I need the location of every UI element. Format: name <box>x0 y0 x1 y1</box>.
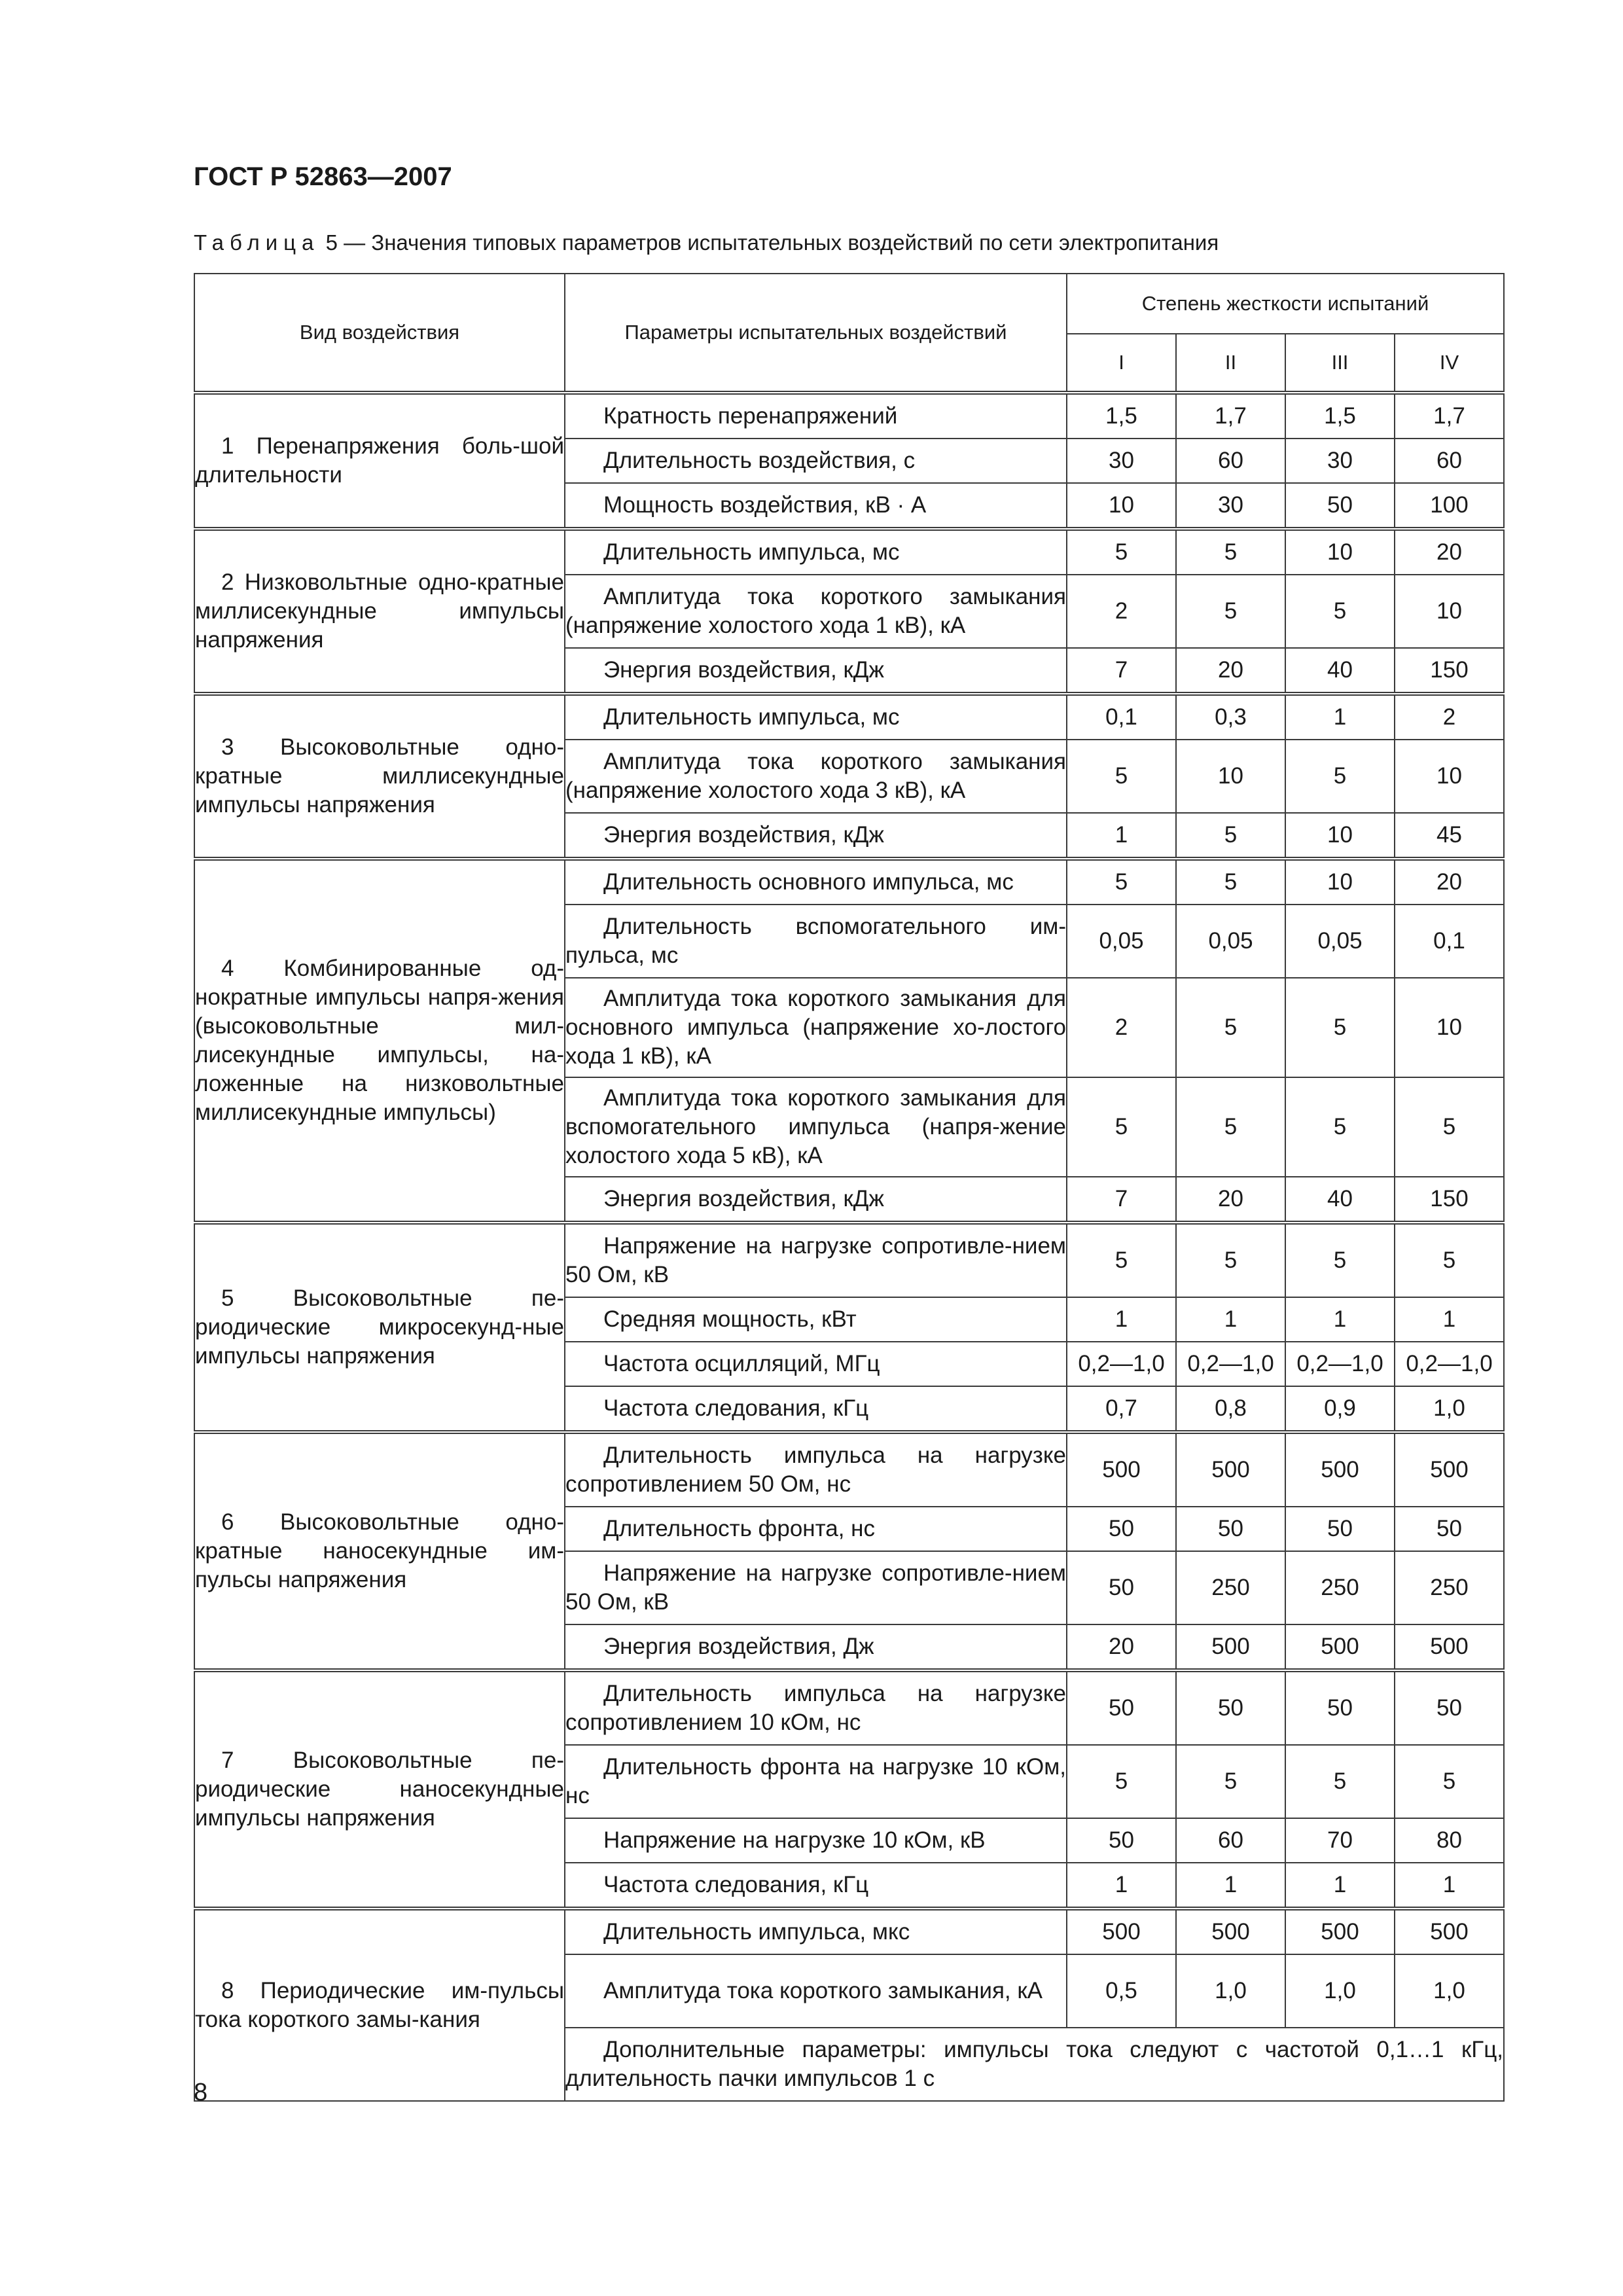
severity-value-2: 0,2—1,0 <box>1176 1342 1285 1386</box>
severity-value-2: 5 <box>1176 1223 1285 1297</box>
table-row <box>194 393 1504 439</box>
severity-value-1: 5 <box>1067 859 1176 905</box>
severity-value-2: 250 <box>1176 1551 1285 1624</box>
severity-value-1: 50 <box>1067 1507 1176 1551</box>
parameter-name: Энергия воздействия, кДж <box>565 648 1067 694</box>
severity-value-3: 50 <box>1285 1507 1395 1551</box>
severity-value-4: 10 <box>1395 575 1504 648</box>
parameter-name: Длительность импульса, мкс <box>565 1909 1067 1954</box>
severity-value-1: 2 <box>1067 575 1176 648</box>
severity-value-4: 50 <box>1395 1507 1504 1551</box>
table-caption-label: Таблица <box>194 230 320 255</box>
severity-value-2: 5 <box>1176 575 1285 648</box>
parameter-name: Напряжение на нагрузке сопротивле-нием 50 Ом, кВ <box>565 1551 1067 1624</box>
severity-value-3: 1,5 <box>1285 393 1395 439</box>
severity-value-3: 0,05 <box>1285 905 1395 978</box>
impact-group-title: 5 Высоковольтные пе-риодические микросекунд-ные импульсы напряжения <box>194 1223 565 1432</box>
header-severity: Степень жесткости испытаний <box>1067 274 1504 334</box>
severity-value-4: 1 <box>1395 1863 1504 1909</box>
severity-value-3: 40 <box>1285 648 1395 694</box>
table-body <box>194 393 1504 2101</box>
severity-value-4: 5 <box>1395 1745 1504 1818</box>
severity-value-1: 5 <box>1067 1077 1176 1177</box>
severity-value-2: 500 <box>1176 1624 1285 1670</box>
severity-value-3: 40 <box>1285 1177 1395 1223</box>
parameter-name: Длительность воздействия, с <box>565 439 1067 483</box>
impact-group-title: 2 Низковольтные одно-кратные миллисекундные импульсы напряжения <box>194 529 565 694</box>
severity-value-2: 5 <box>1176 1745 1285 1818</box>
severity-value-1: 500 <box>1067 1909 1176 1954</box>
severity-value-3: 5 <box>1285 978 1395 1077</box>
severity-value-3: 5 <box>1285 1745 1395 1818</box>
severity-value-1: 30 <box>1067 439 1176 483</box>
parameter-name: Длительность импульса на нагрузке сопротивлением 10 кОм, нс <box>565 1670 1067 1745</box>
header-level-2: II <box>1176 334 1285 393</box>
parameter-name: Энергия воздействия, кДж <box>565 813 1067 859</box>
severity-value-2: 5 <box>1176 978 1285 1077</box>
severity-value-4: 80 <box>1395 1818 1504 1863</box>
severity-value-1: 50 <box>1067 1818 1176 1863</box>
severity-value-3: 500 <box>1285 1624 1395 1670</box>
severity-value-1: 20 <box>1067 1624 1176 1670</box>
parameter-name: Энергия воздействия, кДж <box>565 1177 1067 1223</box>
severity-value-3: 5 <box>1285 1077 1395 1177</box>
severity-value-2: 50 <box>1176 1507 1285 1551</box>
parameter-name: Энергия воздействия, Дж <box>565 1624 1067 1670</box>
parameter-name: Средняя мощность, кВт <box>565 1297 1067 1342</box>
impact-group-title: 3 Высоковольтные одно-кратные миллисекундные импульсы напряжения <box>194 694 565 859</box>
header-parameters: Параметры испытательных воздействий <box>565 274 1067 393</box>
table-row <box>194 1670 1504 1745</box>
additional-parameters-note: Дополнительные параметры: импульсы тока следуют с частотой 0,1…1 кГц, длительность пачки импульсов 1 с <box>565 2028 1504 2101</box>
parameter-name: Длительность основного импульса, мс <box>565 859 1067 905</box>
parameter-name: Кратность перенапряжений <box>565 393 1067 439</box>
severity-value-3: 10 <box>1285 813 1395 859</box>
severity-value-4: 60 <box>1395 439 1504 483</box>
parameter-name: Частота следования, кГц <box>565 1863 1067 1909</box>
parameter-name: Напряжение на нагрузке 10 кОм, кВ <box>565 1818 1067 1863</box>
severity-value-2: 5 <box>1176 529 1285 575</box>
parameter-name: Длительность импульса, мс <box>565 529 1067 575</box>
severity-value-3: 500 <box>1285 1432 1395 1507</box>
severity-value-4: 0,2—1,0 <box>1395 1342 1504 1386</box>
severity-value-2: 500 <box>1176 1909 1285 1954</box>
impact-group-title: 1 Перенапряжения боль-шой длительности <box>194 393 565 529</box>
severity-value-3: 500 <box>1285 1909 1395 1954</box>
severity-value-2: 0,05 <box>1176 905 1285 978</box>
severity-value-4: 5 <box>1395 1223 1504 1297</box>
severity-value-4: 500 <box>1395 1432 1504 1507</box>
severity-value-1: 50 <box>1067 1670 1176 1745</box>
parameters-table <box>194 273 1505 2102</box>
severity-value-1: 0,05 <box>1067 905 1176 978</box>
severity-value-1: 5 <box>1067 529 1176 575</box>
severity-value-1: 7 <box>1067 648 1176 694</box>
parameter-name: Длительность фронта на нагрузке 10 кОм, нс <box>565 1745 1067 1818</box>
table-row <box>194 1909 1504 1954</box>
severity-value-1: 5 <box>1067 1745 1176 1818</box>
parameter-name: Длительность вспомогательного им-пульса, мс <box>565 905 1067 978</box>
table-row <box>194 529 1504 575</box>
severity-value-3: 5 <box>1285 575 1395 648</box>
severity-value-2: 0,8 <box>1176 1386 1285 1432</box>
table-row <box>194 1223 1504 1297</box>
severity-value-4: 1 <box>1395 1297 1504 1342</box>
parameter-name: Частота осцилляций, МГц <box>565 1342 1067 1386</box>
parameter-name: Мощность воздействия, кВ · А <box>565 483 1067 529</box>
severity-value-4: 0,1 <box>1395 905 1504 978</box>
parameter-name: Амплитуда тока короткого замыкания (напряжение холостого хода 3 кВ), кА <box>565 740 1067 813</box>
severity-value-4: 500 <box>1395 1624 1504 1670</box>
severity-value-1: 1 <box>1067 813 1176 859</box>
severity-value-3: 10 <box>1285 529 1395 575</box>
parameter-name: Длительность фронта, нс <box>565 1507 1067 1551</box>
severity-value-4: 150 <box>1395 648 1504 694</box>
severity-value-1: 500 <box>1067 1432 1176 1507</box>
severity-value-3: 250 <box>1285 1551 1395 1624</box>
header-level-1: I <box>1067 334 1176 393</box>
severity-value-3: 1,0 <box>1285 1954 1395 2028</box>
table-caption-text: — Значения типовых параметров испытательных воздействий по сети электропитания <box>337 230 1219 255</box>
severity-value-2: 60 <box>1176 1818 1285 1863</box>
severity-value-1: 0,7 <box>1067 1386 1176 1432</box>
severity-value-2: 5 <box>1176 813 1285 859</box>
severity-value-1: 5 <box>1067 740 1176 813</box>
severity-value-3: 50 <box>1285 483 1395 529</box>
severity-value-4: 2 <box>1395 694 1504 740</box>
severity-value-4: 500 <box>1395 1909 1504 1954</box>
impact-group-title: 8 Периодические им-пульсы тока короткого замы-кания <box>194 1909 565 2101</box>
severity-value-3: 1 <box>1285 694 1395 740</box>
severity-value-2: 1 <box>1176 1863 1285 1909</box>
severity-value-1: 7 <box>1067 1177 1176 1223</box>
parameter-name: Напряжение на нагрузке сопротивле-нием 50 Ом, кВ <box>565 1223 1067 1297</box>
severity-value-3: 30 <box>1285 439 1395 483</box>
severity-value-1: 0,2—1,0 <box>1067 1342 1176 1386</box>
severity-value-2: 20 <box>1176 1177 1285 1223</box>
severity-value-3: 10 <box>1285 859 1395 905</box>
impact-group-title: 7 Высоковольтные пе-риодические наносекундные импульсы напряжения <box>194 1670 565 1909</box>
severity-value-2: 60 <box>1176 439 1285 483</box>
table-row <box>194 1432 1504 1507</box>
severity-value-4: 1,0 <box>1395 1386 1504 1432</box>
page-number: 8 <box>194 2079 208 2106</box>
table-caption-number: 5 <box>325 230 338 255</box>
severity-value-2: 20 <box>1176 648 1285 694</box>
severity-value-4: 150 <box>1395 1177 1504 1223</box>
severity-value-4: 1,7 <box>1395 393 1504 439</box>
severity-value-1: 0,1 <box>1067 694 1176 740</box>
severity-value-2: 500 <box>1176 1432 1285 1507</box>
severity-value-3: 0,2—1,0 <box>1285 1342 1395 1386</box>
table-caption <box>194 229 1219 257</box>
severity-value-4: 100 <box>1395 483 1504 529</box>
parameter-name: Амплитуда тока короткого замыкания, кА <box>565 1954 1067 2028</box>
parameter-name: Амплитуда тока короткого замыкания для вспомогательного импульса (напря-жение холостого хода 5 кВ), кА <box>565 1077 1067 1177</box>
severity-value-3: 1 <box>1285 1863 1395 1909</box>
header-level-3: III <box>1285 334 1395 393</box>
parameter-name: Длительность импульса, мс <box>565 694 1067 740</box>
severity-value-2: 1,0 <box>1176 1954 1285 2028</box>
severity-value-4: 45 <box>1395 813 1504 859</box>
severity-value-2: 5 <box>1176 859 1285 905</box>
severity-value-1: 2 <box>1067 978 1176 1077</box>
impact-group-title: 4 Комбинированные од-нократные импульсы напря-жения (высоковольтные мил-лисекундные импульсы, на-ложенные на низковольтные миллисекундные импульсы) <box>194 859 565 1223</box>
severity-value-1: 0,5 <box>1067 1954 1176 2028</box>
severity-value-3: 70 <box>1285 1818 1395 1863</box>
severity-value-4: 50 <box>1395 1670 1504 1745</box>
severity-value-4: 20 <box>1395 859 1504 905</box>
severity-value-2: 0,3 <box>1176 694 1285 740</box>
severity-value-2: 1,7 <box>1176 393 1285 439</box>
severity-value-1: 10 <box>1067 483 1176 529</box>
severity-value-1: 5 <box>1067 1223 1176 1297</box>
table-row <box>194 694 1504 740</box>
parameter-name: Амплитуда тока короткого замыкания (напряжение холостого хода 1 кВ), кА <box>565 575 1067 648</box>
parameter-name: Амплитуда тока короткого замыкания для основного импульса (напряжение хо-лостого хода 1 кВ), кА <box>565 978 1067 1077</box>
severity-value-1: 1,5 <box>1067 393 1176 439</box>
header-level-4: IV <box>1395 334 1504 393</box>
severity-value-4: 10 <box>1395 978 1504 1077</box>
severity-value-4: 10 <box>1395 740 1504 813</box>
severity-value-1: 1 <box>1067 1297 1176 1342</box>
severity-value-1: 1 <box>1067 1863 1176 1909</box>
severity-value-3: 50 <box>1285 1670 1395 1745</box>
parameter-name: Длительность импульса на нагрузке сопротивлением 50 Ом, нс <box>565 1432 1067 1507</box>
standard-header: ГОСТ Р 52863—2007 <box>194 162 452 191</box>
severity-value-4: 250 <box>1395 1551 1504 1624</box>
severity-value-4: 1,0 <box>1395 1954 1504 2028</box>
severity-value-3: 5 <box>1285 1223 1395 1297</box>
parameter-name: Частота следования, кГц <box>565 1386 1067 1432</box>
severity-value-2: 10 <box>1176 740 1285 813</box>
impact-group-title: 6 Высоковольтные одно-кратные наносекундные им-пульсы напряжения <box>194 1432 565 1670</box>
severity-value-2: 30 <box>1176 483 1285 529</box>
severity-value-2: 5 <box>1176 1077 1285 1177</box>
severity-value-3: 0,9 <box>1285 1386 1395 1432</box>
severity-value-1: 50 <box>1067 1551 1176 1624</box>
severity-value-4: 20 <box>1395 529 1504 575</box>
severity-value-2: 50 <box>1176 1670 1285 1745</box>
severity-value-3: 1 <box>1285 1297 1395 1342</box>
header-impact-type: Вид воздействия <box>194 274 565 393</box>
table-row <box>194 859 1504 905</box>
severity-value-2: 1 <box>1176 1297 1285 1342</box>
severity-value-3: 5 <box>1285 740 1395 813</box>
severity-value-4: 5 <box>1395 1077 1504 1177</box>
